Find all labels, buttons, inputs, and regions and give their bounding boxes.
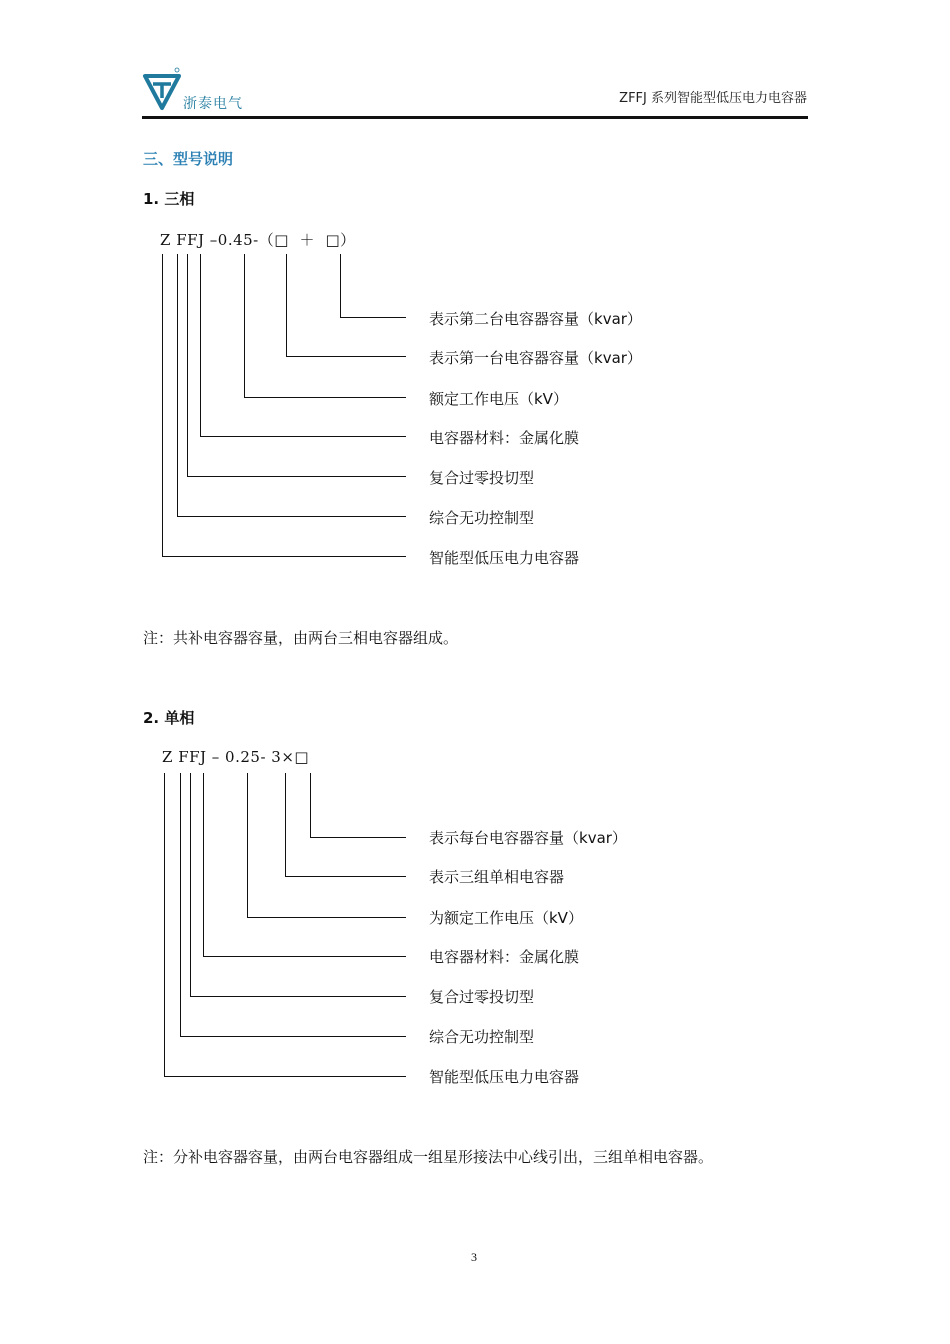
leader-line — [285, 773, 286, 876]
three-phase-heading: 1. 三相 — [143, 190, 195, 208]
leader-line — [177, 516, 406, 517]
leader-line — [244, 254, 245, 397]
code-label: 表示每台电容器容量（kvar） — [429, 829, 627, 847]
leader-line — [200, 436, 406, 437]
leader-line — [164, 1076, 406, 1077]
code-label: 综合无功控制型 — [429, 509, 535, 527]
company-logo — [142, 66, 182, 112]
page-number: 3 — [471, 1250, 477, 1264]
code-label: 表示三组单相电容器 — [429, 868, 565, 886]
leader-line — [177, 254, 178, 516]
brand-name: 浙泰电气 — [183, 96, 243, 112]
code-label: 智能型低压电力电容器 — [429, 549, 580, 567]
leader-line — [200, 254, 201, 436]
section-title: 三、型号说明 — [143, 150, 234, 168]
code-label: 表示第二台电容器容量（kvar） — [429, 310, 642, 328]
leader-line — [244, 397, 406, 398]
code-label: 额定工作电压（kV） — [429, 390, 568, 408]
code-label: 复合过零投切型 — [429, 469, 535, 487]
code-label: 电容器材料：金属化膜 — [429, 429, 580, 447]
leader-line — [187, 476, 406, 477]
logo-mark-icon — [142, 66, 182, 112]
leader-line — [203, 956, 406, 957]
leader-line — [310, 837, 406, 838]
leader-line — [203, 773, 204, 956]
code-label: 表示第一台电容器容量（kvar） — [429, 349, 642, 367]
single-phase-model-code: Z FFJ – 0.25- 3×□ — [162, 748, 310, 766]
leader-line — [180, 1036, 406, 1037]
code-label: 综合无功控制型 — [429, 1028, 535, 1046]
leader-line — [247, 917, 406, 918]
leader-line — [162, 556, 406, 557]
three-phase-note: 注：共补电容器容量，由两台三相电容器组成。 — [143, 629, 459, 647]
header-rule — [142, 116, 808, 119]
document-title: ZFFJ 系列智能型低压电力电容器 — [619, 91, 807, 106]
code-label: 智能型低压电力电容器 — [429, 1068, 580, 1086]
leader-line — [310, 773, 311, 837]
leader-line — [285, 876, 406, 877]
leader-line — [286, 356, 406, 357]
code-label: 为额定工作电压（kV） — [429, 909, 583, 927]
single-phase-note: 注：分补电容器容量，由两台电容器组成一组星形接法中心线引出，三组单相电容器。 — [143, 1148, 714, 1166]
leader-line — [180, 773, 181, 1036]
leader-line — [340, 317, 406, 318]
leader-line — [190, 996, 406, 997]
leader-line — [164, 773, 165, 1076]
leader-line — [247, 773, 248, 917]
leader-line — [286, 254, 287, 356]
leader-line — [190, 773, 191, 996]
three-phase-model-code: Z FFJ –0.45-（□ ＋ □） — [160, 231, 356, 249]
single-phase-heading: 2. 单相 — [143, 709, 195, 727]
leader-line — [162, 254, 163, 556]
leader-line — [340, 254, 341, 317]
code-label: 复合过零投切型 — [429, 988, 535, 1006]
leader-line — [187, 254, 188, 476]
code-label: 电容器材料：金属化膜 — [429, 948, 580, 966]
